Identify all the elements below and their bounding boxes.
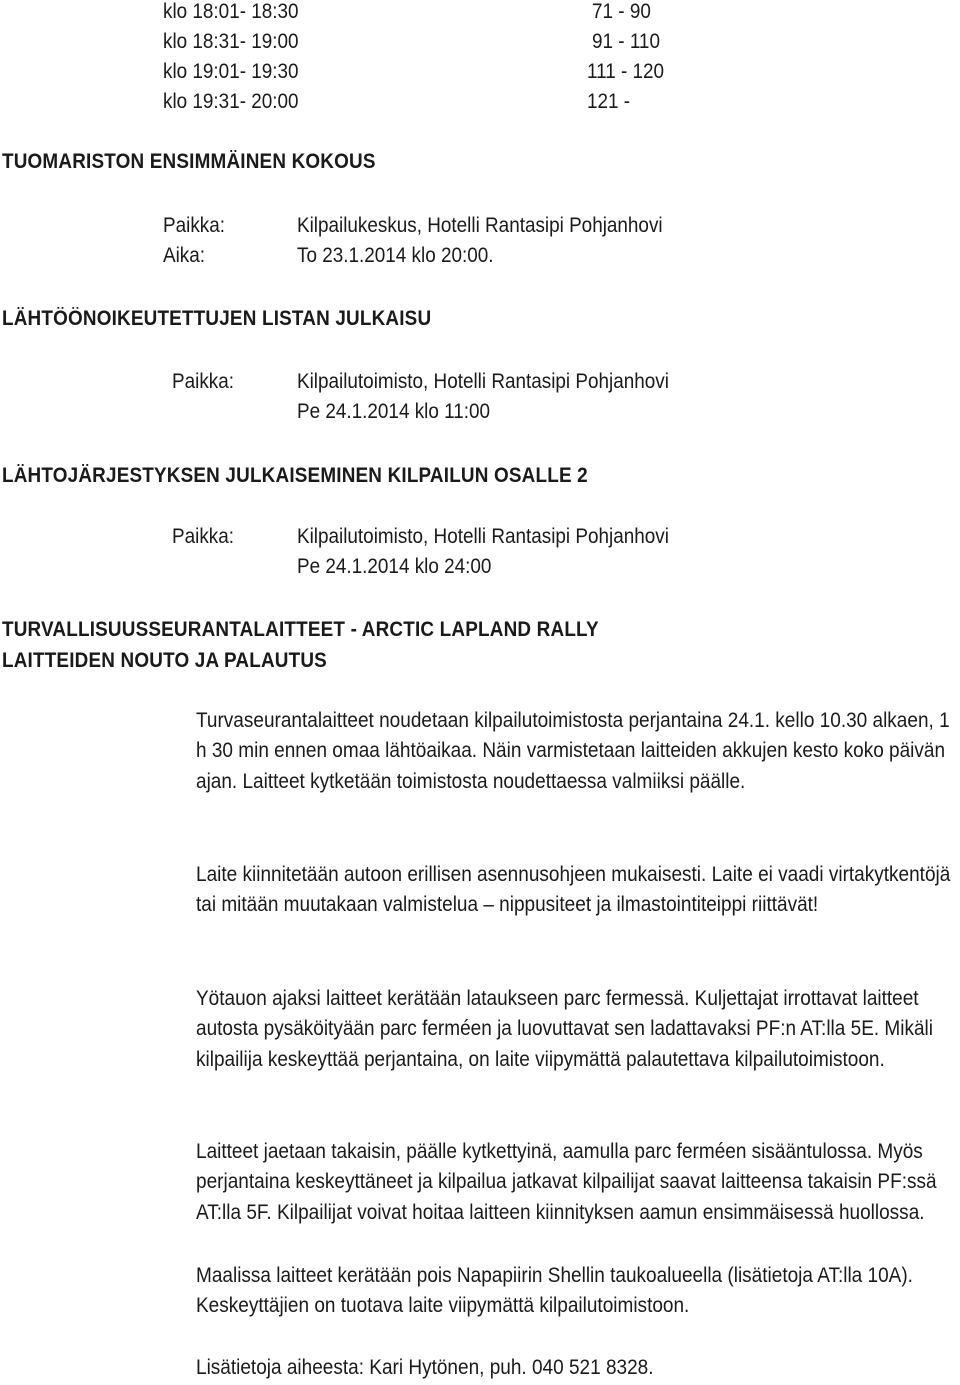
place-value: Kilpailukeskus, Hotelli Rantasipi Pohjanhovi xyxy=(297,214,663,237)
paragraph-overnight-charging: Yötauon ajaksi laitteet kerätään lataukseen parc fermessä. Kuljettajat irrottavat laitteet autosta pysäköityään parc ferméen ja luovuttavat sen ladattavaksi PF:n AT:lla 5E. Mikäli kilpailija keskeyttää perjantaina, on laite viipymättä palautettava kilpailutoimistoon. xyxy=(196,987,934,1071)
paragraph-device-pickup: Turvaseurantalaitteet noudetaan kilpailutoimistosta perjantaina 24.1. kello 10.30 alkaen, 1 h 30 min ennen omaa lähtöaikaa. Näin varmistetaan laitteiden akkujen kesto koko päivän ajan. Laitteet kytketään toimistosta noudettaessa valmiiksi päälle. xyxy=(196,709,950,793)
paragraph-contact-info: Lisätietoja aiheesta: Kari Hytönen, puh. 040 521 8328. xyxy=(196,1356,654,1379)
paragraph-device-installation: Laite kiinnitetään autoon erillisen asennusohjeen mukaisesti. Laite ei vaadi virtakytkentöjä tai mitään muutakaan valmistelua – nippusiteet ja ilmastointiteippi riittävät! xyxy=(196,863,951,917)
place-label: Paikka: xyxy=(163,214,225,237)
time-value: Pe 24.1.2014 klo 11:00 xyxy=(297,400,491,423)
section-subheading: LAITTEIDEN NOUTO JA PALAUTUS xyxy=(2,649,327,672)
time-label: Aika: xyxy=(163,244,206,267)
place-label: Paikka: xyxy=(172,370,234,393)
section-heading: LÄHTOJÄRJESTYKSEN JULKAISEMINEN KILPAILUN OSALLE 2 xyxy=(2,464,588,487)
section-heading: TUOMARISTON ENSIMMÄINEN KOKOUS xyxy=(2,150,376,173)
schedule-time: klo 18:01- 18:30 xyxy=(163,0,299,23)
schedule-time: klo 18:31- 19:00 xyxy=(163,30,299,53)
schedule-range: 71 - 90 xyxy=(592,0,651,23)
place-value: Kilpailutoimisto, Hotelli Rantasipi Pohjanhovi xyxy=(297,525,669,548)
schedule-range: 111 - 120 xyxy=(587,60,665,83)
time-value: Pe 24.1.2014 klo 24:00 xyxy=(297,555,492,578)
section-heading: LÄHTÖÖNOIKEUTETTUJEN LISTAN JULKAISU xyxy=(2,307,432,330)
paragraph-finish-collection: Maalissa laitteet kerätään pois Napapiirin Shellin taukoalueella (lisätietoja AT:lla 10A). Keskeyttäjien on tuotava laite viipymättä kilpailutoimistoon. xyxy=(196,1264,913,1318)
place-value: Kilpailutoimisto, Hotelli Rantasipi Pohjanhovi xyxy=(297,370,669,393)
section-heading: TURVALLISUUSSEURANTALAITTEET - ARCTIC LAPLAND RALLY xyxy=(2,618,599,641)
schedule-time: klo 19:01- 19:30 xyxy=(163,60,299,83)
time-value: To 23.1.2014 klo 20:00. xyxy=(297,244,494,267)
schedule-range: 121 - xyxy=(587,90,631,113)
schedule-time: klo 19:31- 20:00 xyxy=(163,90,299,113)
schedule-range: 91 - 110 xyxy=(592,30,660,53)
place-label: Paikka: xyxy=(172,525,234,548)
paragraph-device-return: Laitteet jaetaan takaisin, päälle kytkettyinä, aamulla parc ferméen sisääntulossa. Myös perjantaina keskeyttäneet ja kilpailua jatkavat kilpailijat saavat laitteensa takaisin PF:ssä AT:lla 5F. Kilpailijat voivat hoitaa laitteen kiinnityksen aamun ensimmäisessä huollossa. xyxy=(196,1140,937,1224)
